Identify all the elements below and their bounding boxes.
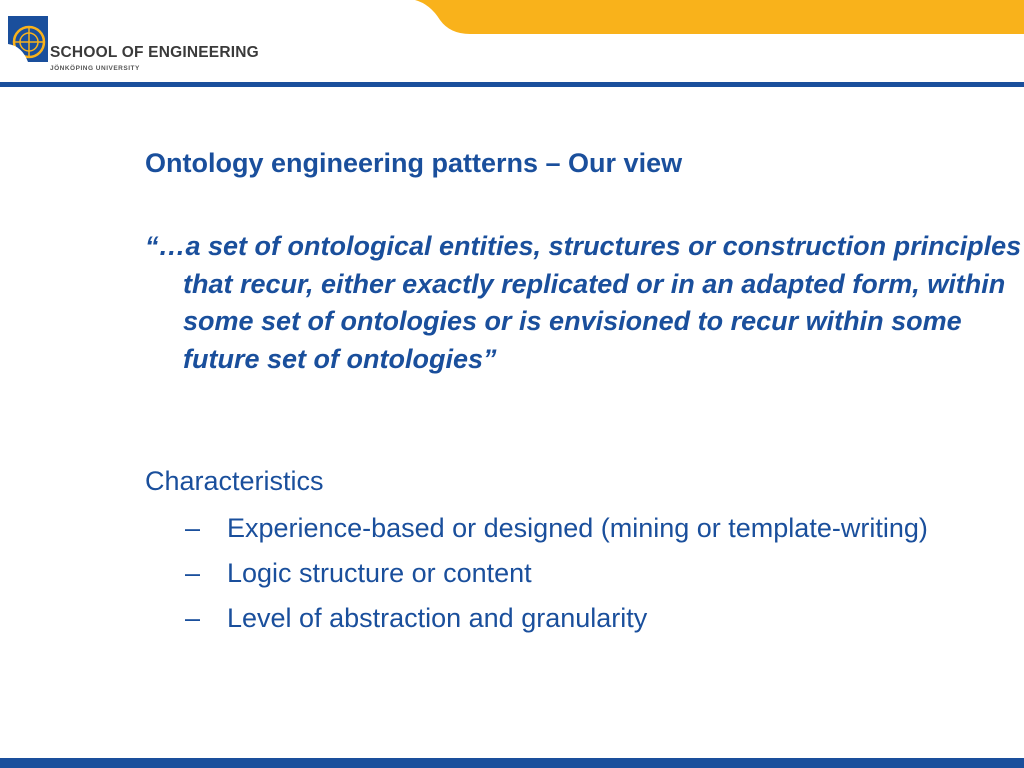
dash-bullet: – — [185, 603, 201, 633]
characteristics-label: Characteristics — [145, 466, 324, 496]
school-name: SCHOOL OF ENGINEERING — [50, 44, 259, 61]
header-divider — [0, 82, 1024, 87]
list-item-text: Logic structure or content — [227, 558, 532, 588]
characteristics-list — [185, 510, 965, 645]
list-item — [185, 600, 965, 636]
header-accent-band — [0, 0, 1024, 34]
list-item — [185, 555, 965, 591]
slide-title: Ontology engineering patterns – Our view — [145, 148, 683, 178]
footer-bar — [0, 758, 1024, 768]
university-seal-icon — [8, 16, 48, 62]
dash-bullet: – — [185, 558, 201, 588]
list-item-text: Experience-based or designed (mining or template-writing) — [227, 513, 928, 543]
dash-bullet: – — [185, 513, 201, 543]
list-item-text: Level of abstraction and granularity — [227, 603, 648, 633]
definition-quote: “…a set of ontological entities, structures or construction principles that recur, either exactly replicated or in an adapted form, within some set of ontologies or is envisioned to recur within some future set of ontologies” — [145, 231, 1022, 374]
list-item — [185, 510, 965, 546]
university-name: JÖNKÖPING UNIVERSITY — [50, 65, 140, 72]
